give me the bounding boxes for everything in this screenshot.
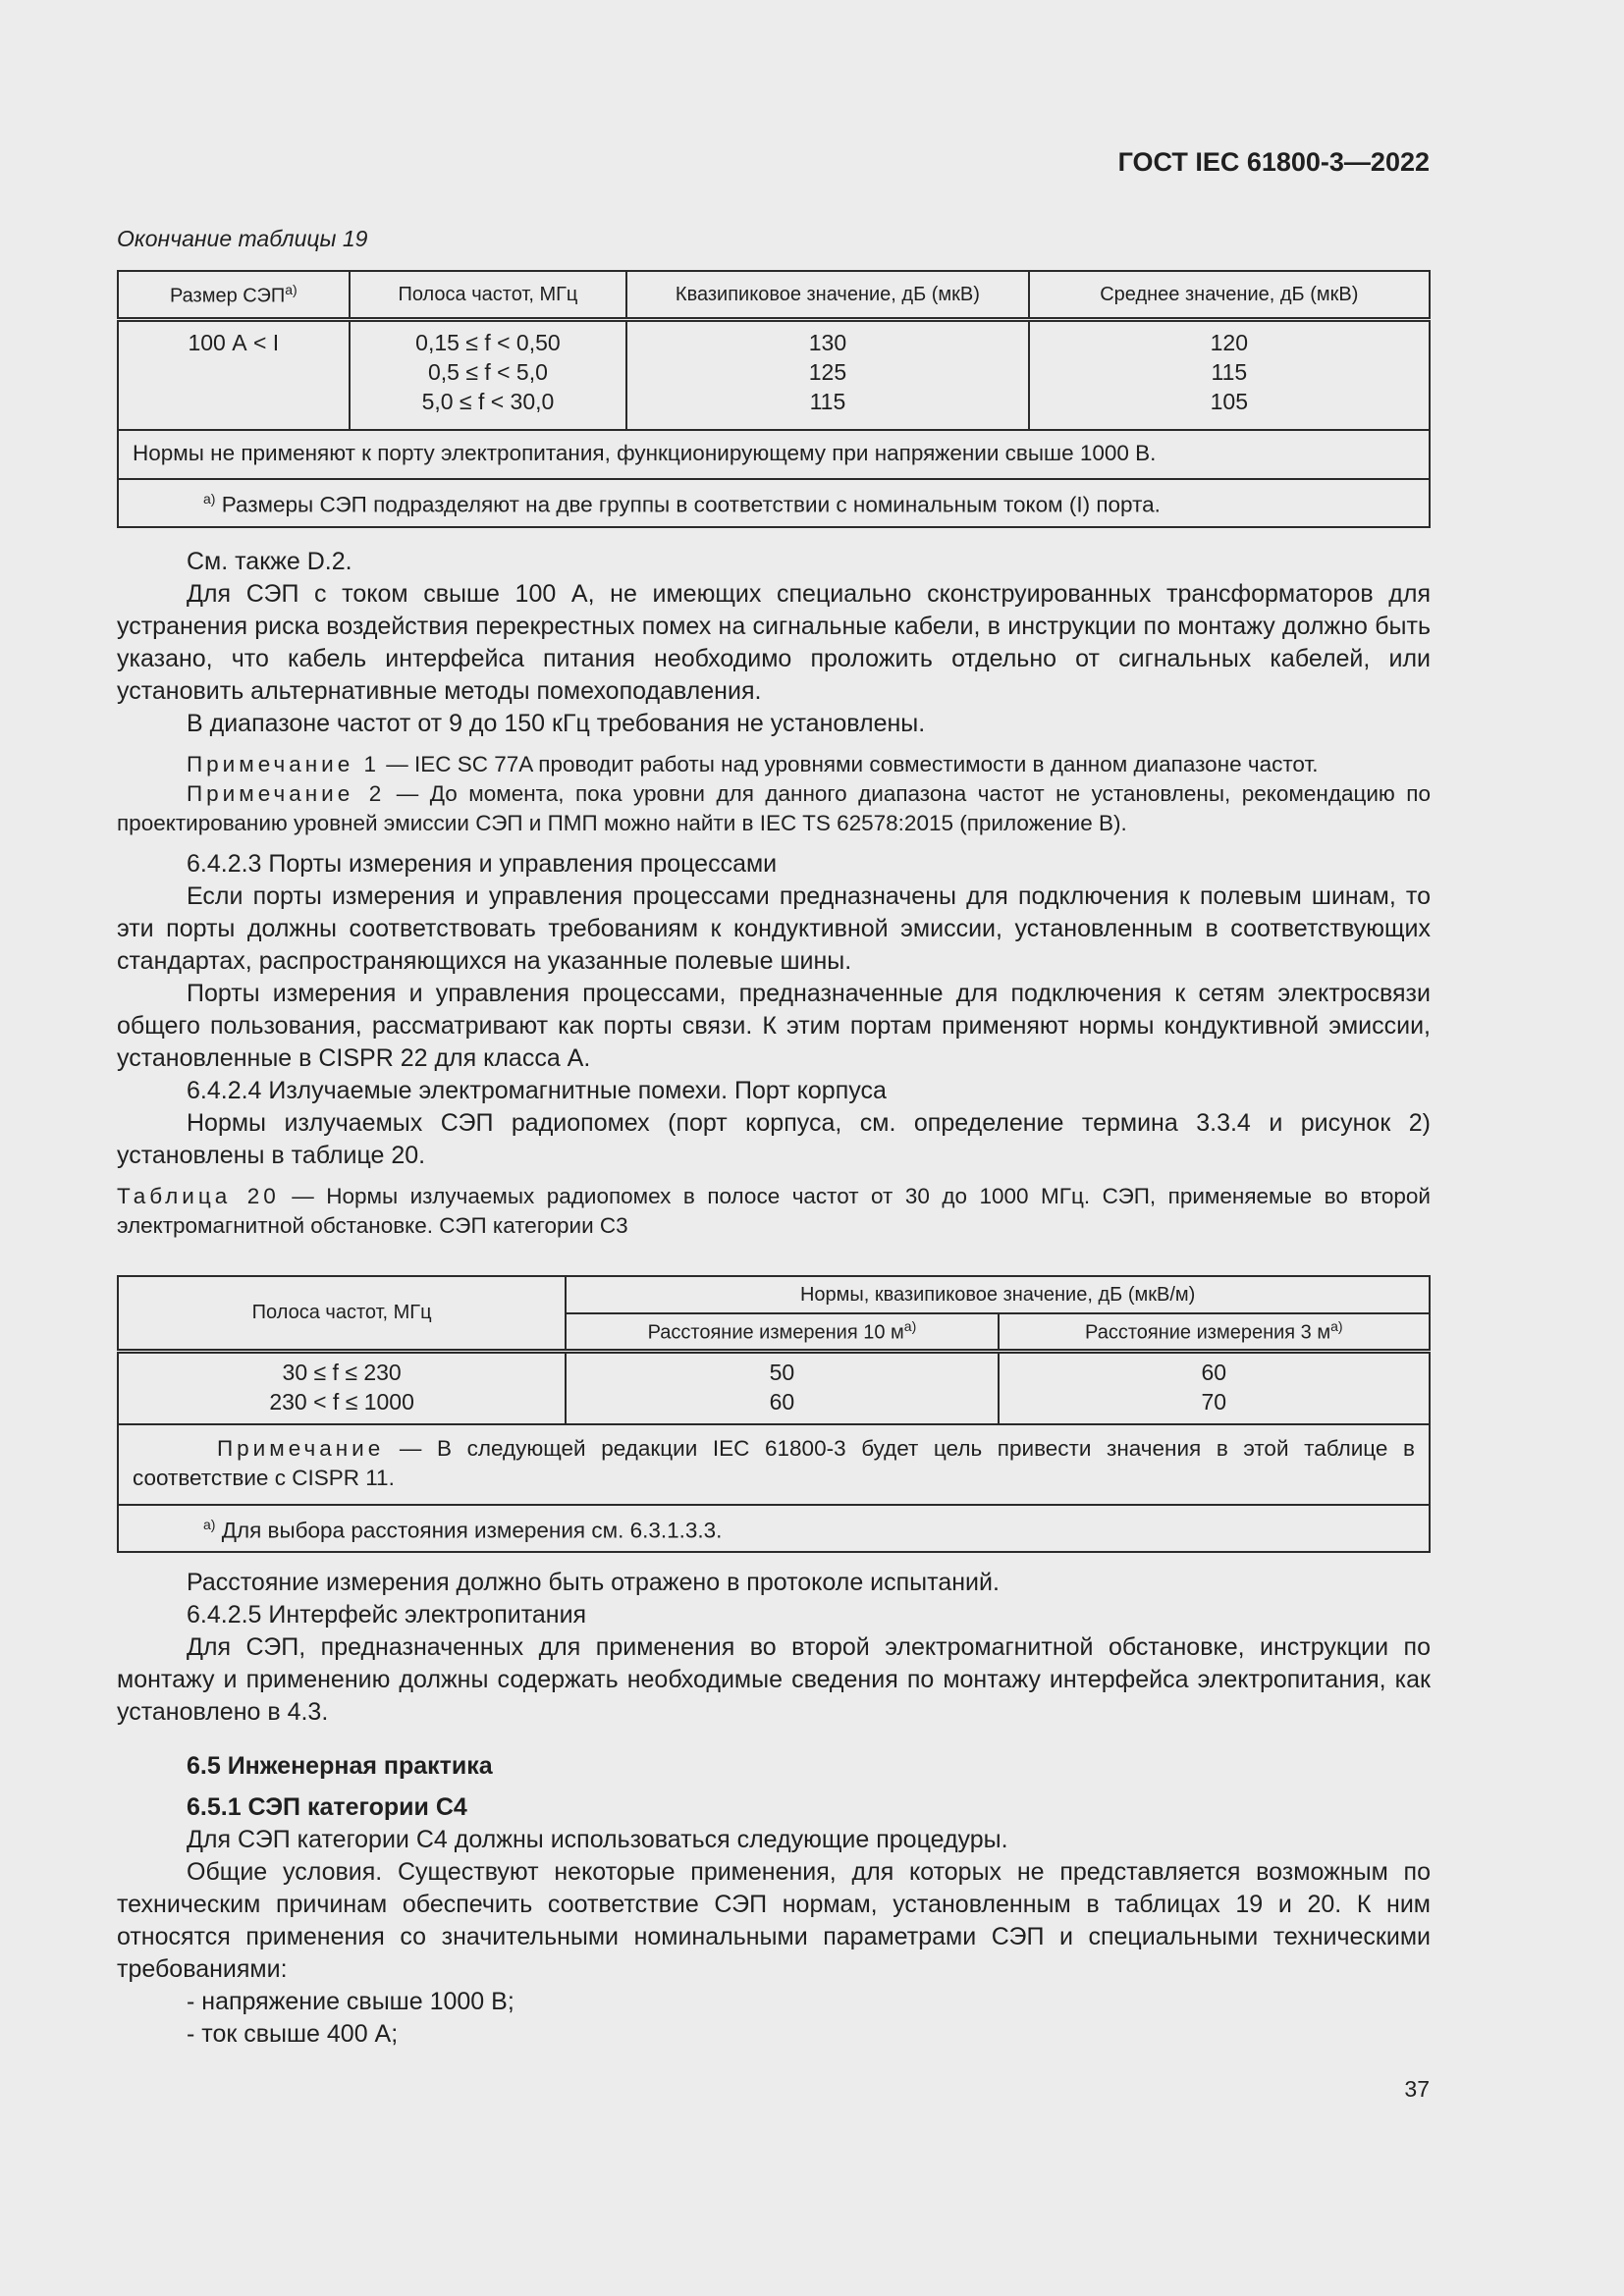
- t19-avg: 120 115 105: [1029, 320, 1430, 431]
- paragraph: Для СЭП категории С4 должны использоваться следующие процедуры.: [187, 1826, 1008, 1853]
- note-2: Примечание 2 — До момента, пока уровни для данного диапазона частот не установлены, рекомендацию по проектированию уровней эмиссии СЭП и ПМП можно найти в IEC TS 62578:2015 (приложение В).: [117, 781, 1431, 835]
- t20-freq: 30 ≤ f ≤ 230 230 < f ≤ 1000: [118, 1351, 566, 1424]
- t20-header-row-1: [118, 1276, 1430, 1313]
- paragraph: В диапазоне частот от 9 до 150 кГц требования не установлены.: [187, 710, 926, 737]
- t19-freq: 0,15 ≤ f < 0,50 0,5 ≤ f < 5,0 5,0 ≤ f < 30,0: [350, 320, 627, 431]
- table-20-caption: Таблица 20 — Нормы излучаемых радиопомех в полосе частот от 30 до 1000 МГц. СЭП, применяемые во второй электромагнитной обстановке. СЭП категории С3: [117, 1184, 1431, 1238]
- paragraph: См. также D.2.: [187, 548, 352, 575]
- heading-6-4-2-3: 6.4.2.3 Порты измерения и управления процессами: [187, 850, 778, 878]
- t20-note-row: [118, 1424, 1430, 1505]
- paragraph: Порты измерения и управления процессами, предназначенные для подключения к сетям электросвязи общего пользования, рассматривают как порты связи. К этим портам применяют нормы кондуктивной эмиссии, установленные в CISPR 22 для класса А.: [117, 980, 1431, 1072]
- table-19-data-row: [118, 320, 1430, 431]
- t19-qp: 130 125 115: [626, 320, 1028, 431]
- t19-header-avg: Среднее значение, дБ (мкВ): [1029, 271, 1430, 320]
- table-20: [117, 1275, 1431, 1553]
- t19-footnote: $^{а)}$ Размеры СЭП подразделяют на две группы в соответствии с номинальным током (I) порта.: [118, 479, 1430, 527]
- page-number: 37: [1404, 2076, 1430, 2102]
- paragraph: Для СЭП, предназначенных для применения во второй электромагнитной обстановке, инструкции по монтажу и применению должны содержать необходимые сведения по монтажу интерфейса электропитания, как установлено в 4.3.: [117, 1633, 1431, 1726]
- t20-header-3m: Расстояние измерения 3 $м^{а)}$: [999, 1313, 1430, 1351]
- body-block-2: [117, 1567, 1431, 2051]
- heading-6-4-2-4: 6.4.2.4 Излучаемые электромагнитные помехи. Порт корпуса: [187, 1077, 887, 1104]
- paragraph: Общие условия. Существуют некоторые применения, для которых не представляется возможным по техническим причинам обеспечить соответствие СЭП нормам, установленным в таблицах 19 и 20. К ним относятся применения со значительными номинальными параметрами СЭП и специальными техническими требованиями:: [117, 1858, 1431, 1983]
- t19-note: Нормы не применяют к порту электропитания, функционирующему при напряжении свыше 1000 В.: [118, 430, 1430, 479]
- t19-header-qp: Квазипиковое значение, дБ (мкВ): [626, 271, 1028, 320]
- t20-header-group: Нормы, квазипиковое значение, дБ (мкВ/м): [566, 1276, 1430, 1313]
- t19-header-freq: Полоса частот, МГц: [350, 271, 627, 320]
- heading-6-5: 6.5 Инженерная практика: [187, 1752, 493, 1780]
- note-1: Примечание 1 — IEC SC 77A проводит работы над уровнями совместимости в данном диапазоне частот.: [187, 752, 1319, 776]
- notes: [117, 750, 1431, 838]
- table-19-header-row: [118, 271, 1430, 320]
- document-header: ГОСТ IEC 61800-3—2022: [1117, 147, 1430, 177]
- t19-note-row: [118, 430, 1430, 479]
- list-item: - напряжение свыше 1000 В;: [187, 1988, 514, 2015]
- t19-footnote-row: [118, 479, 1430, 527]
- paragraph: Для СЭП с током свыше 100 А, не имеющих специально сконструированных трансформаторов для устранения риска воздействия перекрестных помех на сигнальные кабели, в инструкции по монтажу должно быть указано, что кабель интерфейса питания необходимо проложить отдельно от сигнальных кабелей, или установить альтернативные методы помехоподавления.: [117, 580, 1431, 705]
- table-continuation-caption: Окончание таблицы 19: [117, 226, 368, 251]
- body-block-1: [117, 546, 1431, 1241]
- t20-3m: 60 70: [999, 1351, 1430, 1424]
- paragraph: Расстояние измерения должно быть отражено в протоколе испытаний.: [187, 1569, 1000, 1596]
- t19-header-size: Размер $СЭП^{а)}$: [118, 271, 350, 320]
- t20-header-10m: Расстояние измерения 10 $м^{а)}$: [566, 1313, 998, 1351]
- t20-data-row: [118, 1351, 1430, 1424]
- paragraph: Если порты измерения и управления процессами предназначены для подключения к полевым шинам, то эти порты должны соответствовать требованиям к кондуктивной эмиссии, установленным в соответствующих стандартах, распространяющихся на указанные полевые шины.: [117, 882, 1431, 975]
- t20-10m: 50 60: [566, 1351, 998, 1424]
- t20-footnote: $^{а)}$ Для выбора расстояния измерения см. 6.3.1.3.3.: [118, 1505, 1430, 1553]
- list-item: - ток свыше 400 А;: [187, 2020, 399, 2048]
- paragraph: Нормы излучаемых СЭП радиопомех (порт корпуса, см. определение термина 3.3.4 и рисунок 2) установлены в таблице 20.: [117, 1109, 1431, 1169]
- t20-footnote-row: [118, 1505, 1430, 1553]
- table-19: [117, 270, 1431, 528]
- t20-header-freq: Полоса частот, МГц: [118, 1276, 566, 1351]
- t19-size: 100 А < I: [118, 320, 350, 431]
- t20-note: Примечание — В следующей редакции IEC 61800-3 будет цель привести значения в этой таблице в соответствие с CISPR 11.: [118, 1424, 1430, 1505]
- heading-6-4-2-5: 6.4.2.5 Интерфейс электропитания: [187, 1601, 587, 1629]
- heading-6-5-1: 6.5.1 СЭП категории С4: [187, 1793, 467, 1821]
